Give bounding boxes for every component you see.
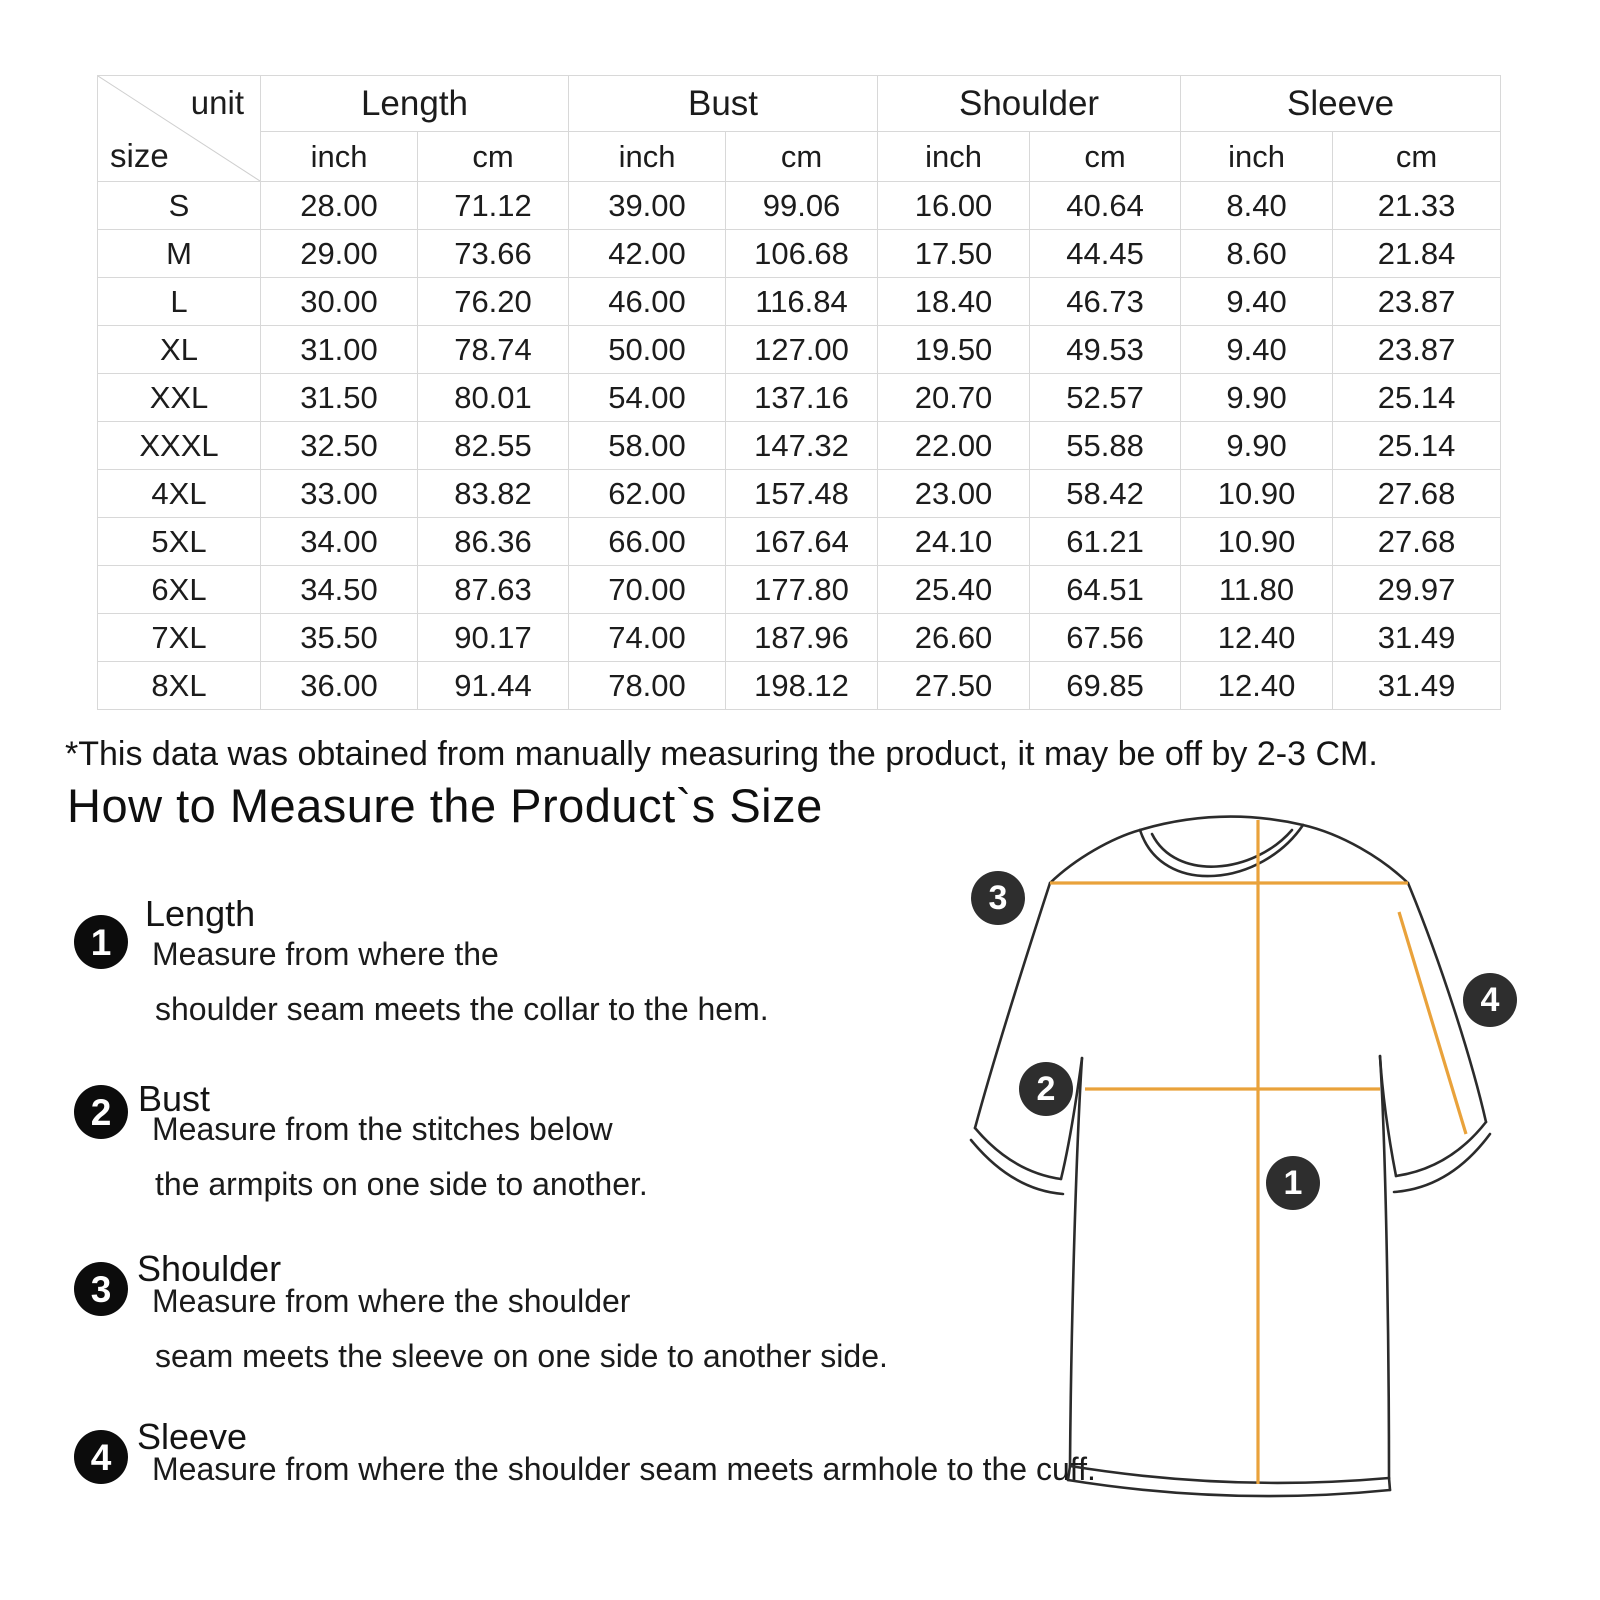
- instruction-4-badge: 4: [74, 1430, 128, 1484]
- value-cell: 34.50: [261, 566, 418, 614]
- value-cell: 80.01: [418, 374, 569, 422]
- value-cell: 32.50: [261, 422, 418, 470]
- instruction-3-badge: 3: [74, 1262, 128, 1316]
- value-cell: 90.17: [418, 614, 569, 662]
- value-cell: 127.00: [726, 326, 878, 374]
- value-cell: 39.00: [569, 182, 726, 230]
- unit-size-corner-cell: [98, 76, 261, 182]
- value-cell: 187.96: [726, 614, 878, 662]
- unit-header: inch: [878, 132, 1030, 182]
- instruction-3-line: seam meets the sleeve on one side to another side.: [155, 1338, 888, 1374]
- value-cell: 9.90: [1181, 422, 1333, 470]
- instruction-1-line: shoulder seam meets the collar to the hem.: [155, 991, 769, 1027]
- value-cell: 42.00: [569, 230, 726, 278]
- value-cell: 52.57: [1030, 374, 1181, 422]
- unit-header: cm: [1030, 132, 1181, 182]
- value-cell: 31.49: [1333, 662, 1501, 710]
- value-cell: 20.70: [878, 374, 1030, 422]
- table-row: [98, 278, 1501, 326]
- table-row: [98, 566, 1501, 614]
- unit-header: inch: [261, 132, 418, 182]
- value-cell: 24.10: [878, 518, 1030, 566]
- value-cell: 27.50: [878, 662, 1030, 710]
- size-cell: 5XL: [98, 518, 261, 566]
- measurement-lines: [1050, 820, 1466, 1484]
- value-cell: 8.60: [1181, 230, 1333, 278]
- size-cell: XXL: [98, 374, 261, 422]
- value-cell: 137.16: [726, 374, 878, 422]
- value-cell: 177.80: [726, 566, 878, 614]
- unit-header: cm: [418, 132, 569, 182]
- value-cell: 28.00: [261, 182, 418, 230]
- value-cell: 71.12: [418, 182, 569, 230]
- value-cell: 36.00: [261, 662, 418, 710]
- value-cell: 9.40: [1181, 278, 1333, 326]
- column-group-sleeve: Sleeve: [1181, 76, 1501, 132]
- value-cell: 22.00: [878, 422, 1030, 470]
- value-cell: 87.63: [418, 566, 569, 614]
- value-cell: 33.00: [261, 470, 418, 518]
- value-cell: 61.21: [1030, 518, 1181, 566]
- value-cell: 8.40: [1181, 182, 1333, 230]
- instruction-4-title: Sleeve: [137, 1416, 248, 1457]
- table-body: [98, 182, 1501, 710]
- instruction-1-badge: 1: [74, 915, 128, 969]
- value-cell: 29.00: [261, 230, 418, 278]
- table-row: [98, 518, 1501, 566]
- value-cell: 78.00: [569, 662, 726, 710]
- value-cell: 69.85: [1030, 662, 1181, 710]
- size-cell: 7XL: [98, 614, 261, 662]
- table-row: [98, 182, 1501, 230]
- value-cell: 157.48: [726, 470, 878, 518]
- unit-header: cm: [726, 132, 878, 182]
- value-cell: 12.40: [1181, 614, 1333, 662]
- value-cell: 11.80: [1181, 566, 1333, 614]
- value-cell: 99.06: [726, 182, 878, 230]
- instruction-1-title: Length: [145, 893, 256, 934]
- value-cell: 54.00: [569, 374, 726, 422]
- value-cell: 25.40: [878, 566, 1030, 614]
- value-cell: 16.00: [878, 182, 1030, 230]
- table-header-groups: [98, 76, 1501, 132]
- value-cell: 78.74: [418, 326, 569, 374]
- value-cell: 58.42: [1030, 470, 1181, 518]
- value-cell: 73.66: [418, 230, 569, 278]
- size-cell: XL: [98, 326, 261, 374]
- size-cell: 8XL: [98, 662, 261, 710]
- value-cell: 44.45: [1030, 230, 1181, 278]
- value-cell: 35.50: [261, 614, 418, 662]
- value-cell: 12.40: [1181, 662, 1333, 710]
- instruction-3-title: Shoulder: [137, 1248, 282, 1289]
- unit-header: inch: [1181, 132, 1333, 182]
- instruction-2-line: Measure from the stitches below: [152, 1111, 613, 1147]
- value-cell: 23.87: [1333, 326, 1501, 374]
- instruction-2-badge: 2: [74, 1085, 128, 1139]
- diagram-badge-sleeve: 4: [1463, 973, 1517, 1027]
- value-cell: 25.14: [1333, 422, 1501, 470]
- value-cell: 30.00: [261, 278, 418, 326]
- table-row: [98, 422, 1501, 470]
- diagram-badge-bust: 2: [1019, 1062, 1073, 1116]
- column-group-bust: Bust: [569, 76, 878, 132]
- diagram-badge-shoulder: 3: [971, 871, 1025, 925]
- instruction-3-line: Measure from where the shoulder: [152, 1283, 631, 1319]
- value-cell: 21.33: [1333, 182, 1501, 230]
- value-cell: 49.53: [1030, 326, 1181, 374]
- instruction-1-line: Measure from where the: [152, 936, 499, 972]
- table-row: [98, 374, 1501, 422]
- value-cell: 9.90: [1181, 374, 1333, 422]
- value-cell: 66.00: [569, 518, 726, 566]
- value-cell: 46.00: [569, 278, 726, 326]
- value-cell: 26.60: [878, 614, 1030, 662]
- column-group-length: Length: [261, 76, 569, 132]
- value-cell: 64.51: [1030, 566, 1181, 614]
- value-cell: 29.97: [1333, 566, 1501, 614]
- value-cell: 23.00: [878, 470, 1030, 518]
- size-cell: S: [98, 182, 261, 230]
- value-cell: 198.12: [726, 662, 878, 710]
- value-cell: 167.64: [726, 518, 878, 566]
- value-cell: 25.14: [1333, 374, 1501, 422]
- value-cell: 34.00: [261, 518, 418, 566]
- value-cell: 76.20: [418, 278, 569, 326]
- value-cell: 40.64: [1030, 182, 1181, 230]
- value-cell: 46.73: [1030, 278, 1181, 326]
- value-cell: 83.82: [418, 470, 569, 518]
- size-cell: XXXL: [98, 422, 261, 470]
- value-cell: 55.88: [1030, 422, 1181, 470]
- value-cell: 27.68: [1333, 518, 1501, 566]
- value-cell: 10.90: [1181, 470, 1333, 518]
- table-header-units: [98, 132, 1501, 182]
- size-cell: L: [98, 278, 261, 326]
- corner-size-label: size: [110, 137, 169, 174]
- diagram-badge-length: 1: [1266, 1156, 1320, 1210]
- size-cell: M: [98, 230, 261, 278]
- column-group-shoulder: Shoulder: [878, 76, 1181, 132]
- value-cell: 23.87: [1333, 278, 1501, 326]
- corner-unit-label: unit: [190, 84, 244, 121]
- value-cell: 82.55: [418, 422, 569, 470]
- tshirt-outline: [971, 817, 1490, 1496]
- value-cell: 70.00: [569, 566, 726, 614]
- value-cell: 19.50: [878, 326, 1030, 374]
- section-title: How to Measure the Product`s Size: [67, 779, 823, 832]
- table-row: [98, 662, 1501, 710]
- value-cell: 67.56: [1030, 614, 1181, 662]
- value-cell: 50.00: [569, 326, 726, 374]
- value-cell: 58.00: [569, 422, 726, 470]
- value-cell: 91.44: [418, 662, 569, 710]
- value-cell: 9.40: [1181, 326, 1333, 374]
- instruction-2-line: the armpits on one side to another.: [155, 1166, 648, 1202]
- value-cell: 74.00: [569, 614, 726, 662]
- value-cell: 27.68: [1333, 470, 1501, 518]
- value-cell: 21.84: [1333, 230, 1501, 278]
- unit-header: inch: [569, 132, 726, 182]
- value-cell: 31.50: [261, 374, 418, 422]
- value-cell: 86.36: [418, 518, 569, 566]
- size-chart-table: [97, 75, 1501, 710]
- size-cell: 4XL: [98, 470, 261, 518]
- value-cell: 10.90: [1181, 518, 1333, 566]
- table-row: [98, 614, 1501, 662]
- measurement-disclaimer-note: *This data was obtained from manually measuring the product, it may be off by 2-3 CM.: [65, 735, 1378, 773]
- value-cell: 116.84: [726, 278, 878, 326]
- value-cell: 18.40: [878, 278, 1030, 326]
- value-cell: 17.50: [878, 230, 1030, 278]
- size-cell: 6XL: [98, 566, 261, 614]
- unit-header: cm: [1333, 132, 1501, 182]
- table-row: [98, 326, 1501, 374]
- value-cell: 147.32: [726, 422, 878, 470]
- value-cell: 31.49: [1333, 614, 1501, 662]
- table-row: [98, 470, 1501, 518]
- table-row: [98, 230, 1501, 278]
- instruction-2-title: Bust: [138, 1078, 211, 1119]
- instruction-4-line: Measure from where the shoulder seam meets armhole to the cuff.: [152, 1451, 1096, 1487]
- value-cell: 106.68: [726, 230, 878, 278]
- value-cell: 62.00: [569, 470, 726, 518]
- value-cell: 31.00: [261, 326, 418, 374]
